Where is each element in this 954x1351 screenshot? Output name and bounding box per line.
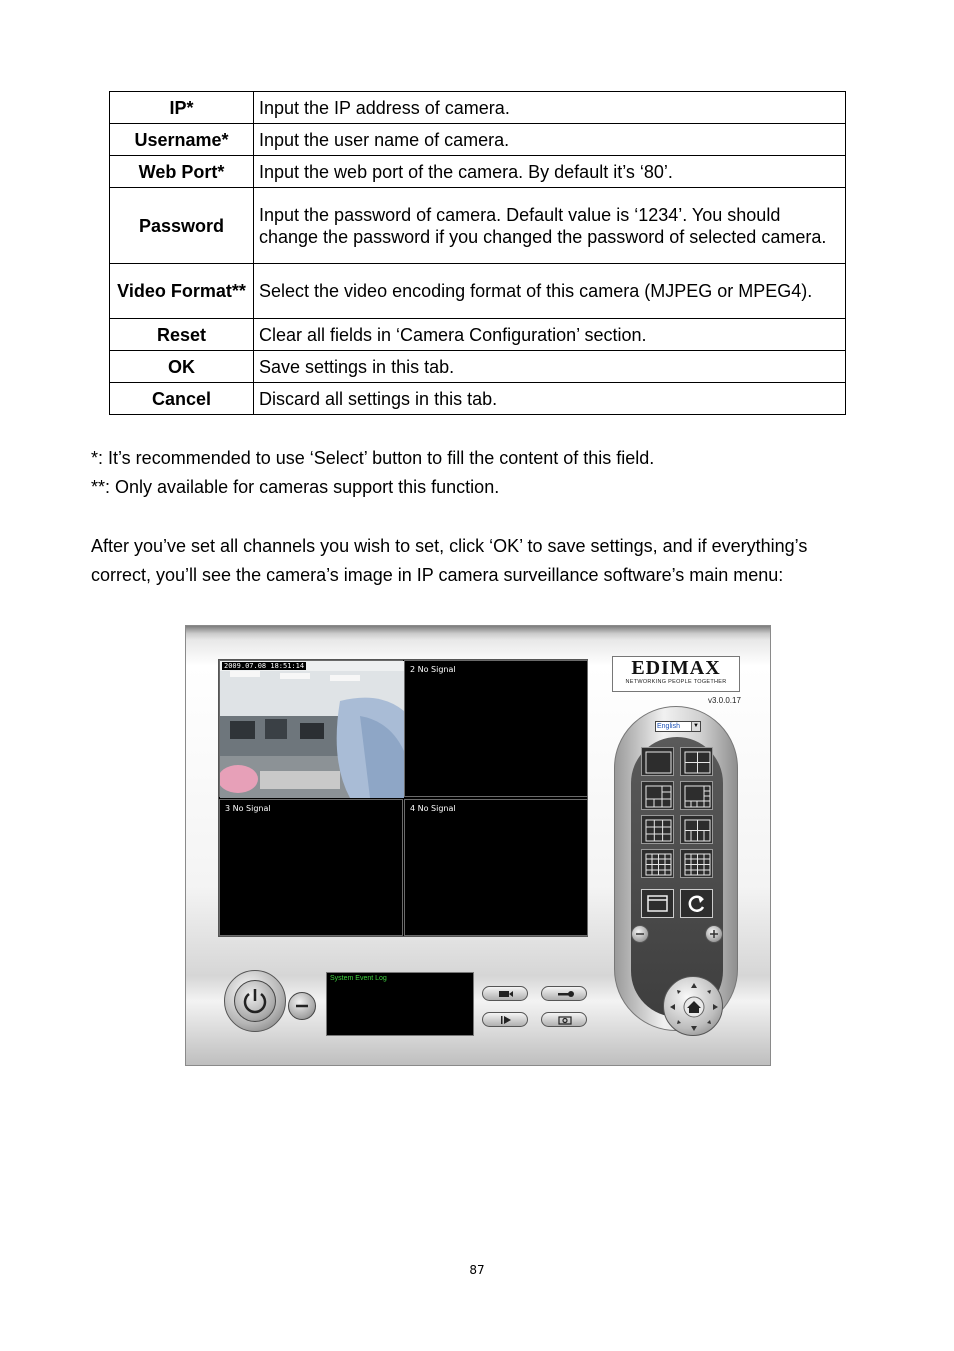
logo-tagline: NETWORKING PEOPLE TOGETHER <box>625 679 727 685</box>
playback-button[interactable] <box>482 1012 528 1027</box>
param-name: IP* <box>110 92 254 124</box>
language-value: English <box>657 723 680 730</box>
ptz-arrows-icon <box>664 977 724 1037</box>
param-name: Video Format** <box>110 264 254 319</box>
nine-view-icon <box>645 819 672 842</box>
parameter-table <box>109 91 846 415</box>
version-label: v3.0.0.17 <box>708 696 741 705</box>
zoom-in-button[interactable] <box>705 925 723 943</box>
eight-view-icon <box>684 785 711 808</box>
param-desc: Select the video encoding format of this camera (MJPEG or MPEG4). <box>254 264 846 319</box>
zoom-out-button[interactable] <box>631 925 649 943</box>
table-row <box>110 319 846 351</box>
minimize-button[interactable] <box>288 992 316 1020</box>
channel-label: 3 No Signal <box>225 804 271 813</box>
layout-panel <box>631 737 723 1017</box>
chevron-down-icon: ▼ <box>691 722 700 731</box>
param-name: Cancel <box>110 383 254 415</box>
ptz-control[interactable] <box>663 976 723 1036</box>
camera-timestamp: 2009.07.08 18:51:14 <box>224 662 305 670</box>
layout-13-button[interactable] <box>641 849 674 878</box>
param-name: Web Port* <box>110 156 254 188</box>
param-name: Username* <box>110 124 254 156</box>
video-channel-1[interactable] <box>219 660 403 797</box>
footnote-optional: **: Only available for cameras support this function. <box>91 477 500 497</box>
table-row <box>110 383 846 415</box>
window-top-bar <box>186 626 771 634</box>
six-view-icon <box>645 785 672 808</box>
fullscreen-button[interactable] <box>641 889 674 918</box>
table-row <box>110 156 846 188</box>
param-name: Password <box>110 188 254 264</box>
layout-6-button[interactable] <box>641 781 674 810</box>
minus-icon <box>289 993 315 1019</box>
layout-16-button[interactable] <box>680 849 713 878</box>
snapshot-button[interactable] <box>541 1012 587 1027</box>
edimax-logo <box>612 656 740 692</box>
settings-button[interactable] <box>541 986 587 1001</box>
param-desc: Discard all settings in this tab. <box>254 383 846 415</box>
logo-text: EDIMAX <box>631 657 721 679</box>
auto-switch-button[interactable] <box>680 889 713 918</box>
event-log-title: System Event Log <box>330 975 387 982</box>
video-grid <box>218 659 588 937</box>
video-channel-4[interactable] <box>404 799 588 936</box>
table-row <box>110 264 846 319</box>
sixteen-view-icon <box>684 853 711 876</box>
channel-label: 4 No Signal <box>410 804 456 813</box>
power-icon <box>235 981 275 1021</box>
plus-icon <box>706 926 722 942</box>
layout-8-button[interactable] <box>680 781 713 810</box>
param-desc: Save settings in this tab. <box>254 351 846 383</box>
language-select[interactable] <box>655 721 701 732</box>
power-ring <box>224 970 286 1032</box>
ten-view-icon <box>684 819 711 842</box>
param-desc: Clear all fields in ‘Camera Configuration’ section. <box>254 319 846 351</box>
body-paragraph: After you’ve set all channels you wish to set, click ‘OK’ to save settings, and if everything’s correct, you’ll see the camera’s image in IP camera surveillance software’s main menu: <box>91 536 808 585</box>
video-channel-3[interactable] <box>219 799 403 936</box>
param-desc: Input the user name of camera. <box>254 124 846 156</box>
video-camera-icon <box>498 989 514 999</box>
layout-1-button[interactable] <box>641 747 674 776</box>
layout-10-button[interactable] <box>680 815 713 844</box>
channel-label: 2 No Signal <box>410 665 456 674</box>
layout-9-button[interactable] <box>641 815 674 844</box>
layout-4-button[interactable] <box>680 747 713 776</box>
table-row <box>110 351 846 383</box>
control-panel <box>614 706 738 1031</box>
quad-view-icon <box>684 751 711 774</box>
minus-icon <box>632 926 648 942</box>
param-name: OK <box>110 351 254 383</box>
thirteen-view-icon <box>645 853 672 876</box>
table-row <box>110 124 846 156</box>
system-event-log[interactable] <box>326 972 474 1036</box>
office-scene-image <box>220 661 404 798</box>
param-desc: Input the web port of the camera. By default it’s ‘80’. <box>254 156 846 188</box>
camera-feed-image <box>220 661 404 798</box>
table-row <box>110 92 846 124</box>
wrench-icon <box>557 989 575 999</box>
record-button[interactable] <box>482 986 528 1001</box>
refresh-icon <box>681 890 712 917</box>
camera-icon <box>557 1015 573 1025</box>
power-button[interactable] <box>234 980 276 1022</box>
single-view-icon <box>645 751 672 774</box>
play-icon <box>498 1015 514 1025</box>
param-desc: Input the IP address of camera. <box>254 92 846 124</box>
surveillance-software-screenshot <box>185 625 771 1066</box>
window-icon <box>642 890 673 917</box>
footnote-required: *: It’s recommended to use ‘Select’ button to fill the content of this field. <box>91 448 655 468</box>
table-row <box>110 188 846 264</box>
param-name: Reset <box>110 319 254 351</box>
page-number: 87 <box>469 1263 485 1277</box>
video-channel-2[interactable] <box>404 660 588 797</box>
param-desc: Input the password of camera. Default value is ‘1234’. You should change the password if you changed the password of selected camera. <box>254 188 846 264</box>
